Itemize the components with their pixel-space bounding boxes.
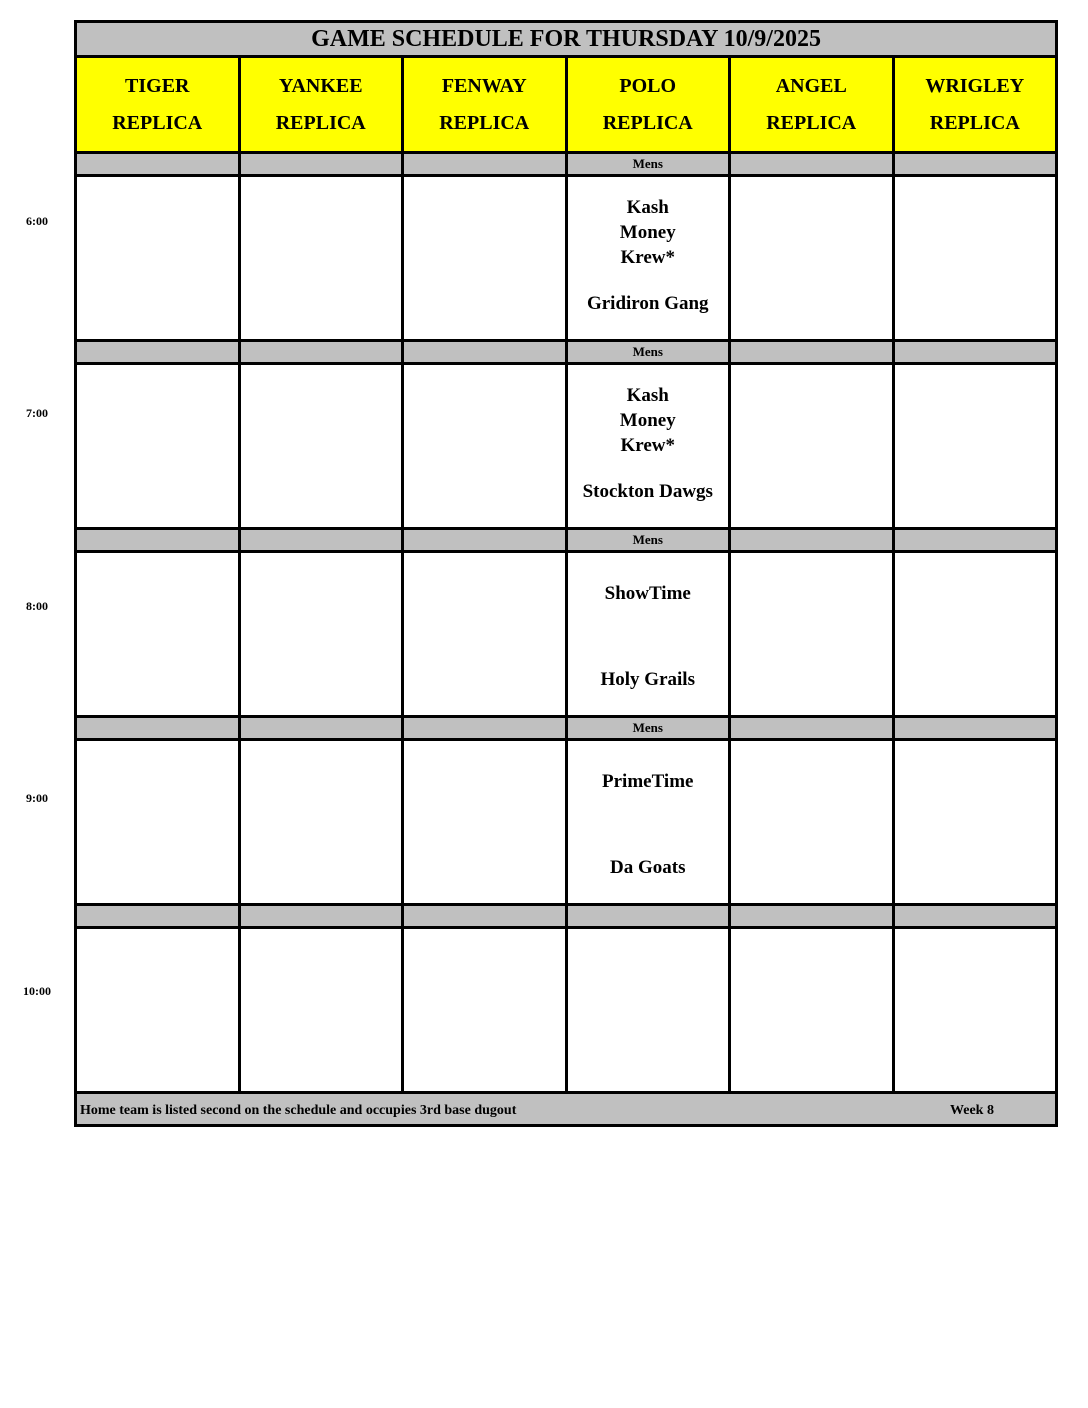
field-header-yankee: YANKEE REPLICA (239, 57, 403, 153)
field-header-fenway: FENWAY REPLICA (403, 57, 567, 153)
field-header-polo: POLO REPLICA (566, 57, 730, 153)
division-row (76, 717, 1057, 740)
footer-note: Home team is listed second on the schedule and occupies 3rd base dugout (80, 1103, 517, 1118)
game-row (76, 928, 1057, 1093)
division-row (76, 905, 1057, 928)
field-header-tiger: TIGER REPLICA (76, 57, 240, 153)
game-cell-polo (566, 552, 730, 717)
game-cell-polo (566, 740, 730, 905)
division-label: Mens (566, 341, 730, 364)
time-label-9: 9:00 (26, 791, 48, 805)
schedule-sheet (74, 20, 1055, 1127)
time-label-6: 6:00 (26, 214, 48, 228)
week-label: Week 8 (950, 1103, 994, 1118)
home-team: Holy Grails (600, 669, 695, 690)
game-cell-polo (566, 176, 730, 341)
time-label-7: 7:00 (26, 406, 48, 420)
game-row (76, 552, 1057, 717)
home-team: Da Goats (610, 857, 686, 878)
division-label (566, 905, 730, 928)
schedule-title: GAME SCHEDULE FOR THURSDAY 10/9/2025 (76, 22, 1057, 57)
away-team: ShowTime (604, 583, 691, 604)
division-label: Mens (566, 529, 730, 552)
division-label: Mens (566, 717, 730, 740)
away-team: Kash Money Krew* (619, 197, 676, 268)
game-row (76, 740, 1057, 905)
home-team: Stockton Dawgs (582, 481, 713, 502)
division-label: Mens (566, 153, 730, 176)
division-row (76, 529, 1057, 552)
schedule-table (74, 20, 1058, 1127)
home-team: Gridiron Gang (586, 293, 709, 314)
game-row (76, 364, 1057, 529)
time-label-10: 10:00 (23, 984, 51, 998)
division-row (76, 341, 1057, 364)
away-team: PrimeTime (602, 771, 694, 792)
game-cell-polo (566, 364, 730, 529)
field-header-angel: ANGEL REPLICA (730, 57, 894, 153)
field-header-wrigley: WRIGLEY REPLICA (893, 57, 1057, 153)
schedule-footer (76, 1093, 1057, 1126)
division-row (76, 153, 1057, 176)
time-label-8: 8:00 (26, 599, 48, 613)
away-team: Kash Money Krew* (619, 385, 676, 456)
game-row (76, 176, 1057, 341)
